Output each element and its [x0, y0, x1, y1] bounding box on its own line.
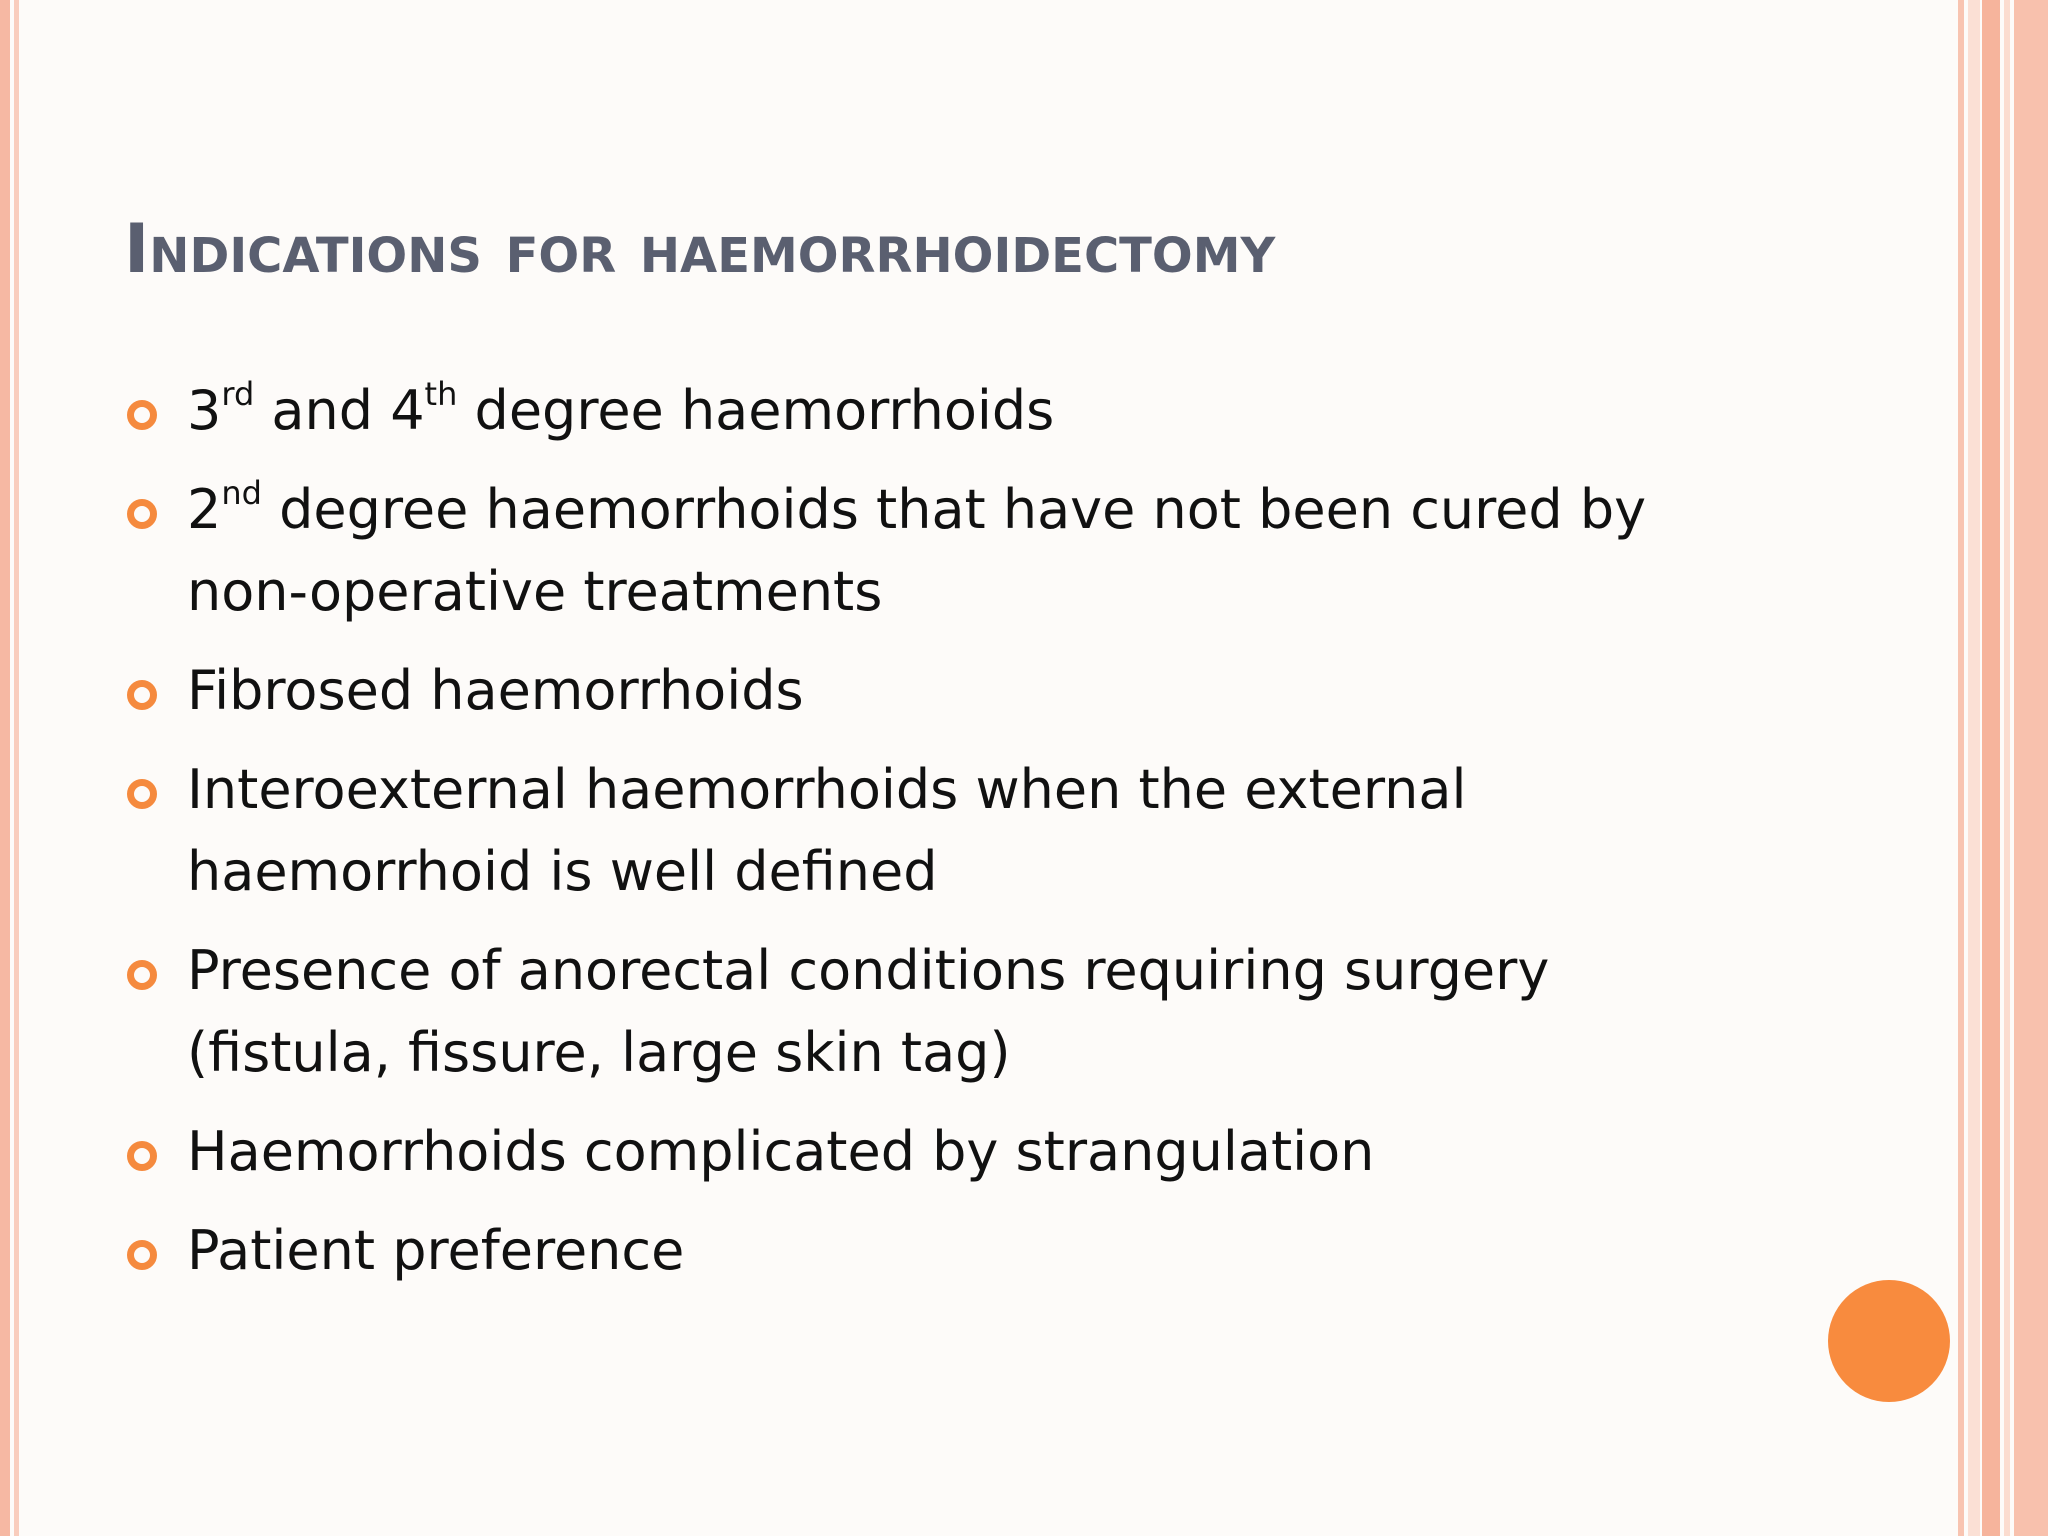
bullet-text-part: 3: [187, 379, 222, 442]
bullet-text: [187, 758, 1466, 903]
bullet-text: [187, 1120, 1374, 1183]
bullet-item: [124, 749, 1724, 913]
bullet-text-part: and 4: [254, 379, 425, 442]
bullet-text-part: Fibrosed haemorrhoids: [187, 659, 804, 722]
left-border-stripe: [0, 0, 10, 1536]
bullet-text-part: 2: [187, 478, 222, 541]
ordinal-suffix: nd: [221, 474, 262, 512]
right-border-stripe: [1958, 0, 1964, 1536]
ordinal-suffix: rd: [221, 375, 255, 413]
bullet-item: [124, 930, 1724, 1094]
bullet-text-part: Patient preference: [187, 1219, 685, 1282]
ring-bullet-icon: [127, 499, 157, 529]
bullet-text: [187, 375, 1055, 442]
ring-bullet-icon: [127, 1141, 157, 1171]
bullet-item: [124, 1111, 1724, 1193]
bullet-text: [187, 659, 804, 722]
right-border-stripe: [2014, 0, 2048, 1536]
ordinal-suffix: th: [424, 375, 458, 413]
bullet-list: [124, 370, 1724, 1309]
orange-circle-decoration: [1828, 1280, 1950, 1402]
ring-bullet-icon: [127, 960, 157, 990]
bullet-text-part: degree haemorrhoids that have not been cured by non-operative treatments: [187, 478, 1647, 623]
ring-bullet-icon: [127, 400, 157, 430]
slide-title: Indications for haemorrhoidectomy: [124, 210, 1276, 289]
bullet-text-part: degree haemorrhoids: [457, 379, 1055, 442]
bullet-text-part: Interoexternal haemorrhoids when the external haemorrhoid is well defined: [187, 758, 1467, 903]
right-border-stripe: [2004, 0, 2010, 1536]
bullet-text: [187, 1219, 684, 1282]
ring-bullet-icon: [127, 1240, 157, 1270]
ring-bullet-icon: [127, 779, 157, 809]
bullet-item: [124, 650, 1724, 732]
bullet-text: [187, 474, 1647, 623]
right-border-stripe: [1982, 0, 2000, 1536]
bullet-text-part: Haemorrhoids complicated by strangulation: [187, 1120, 1375, 1183]
bullet-text-part: Presence of anorectal conditions requiring surgery (fistula, fissure, large skin tag): [187, 939, 1550, 1084]
ring-bullet-icon: [127, 680, 157, 710]
right-border-stripe: [1968, 0, 1980, 1536]
bullet-item: [124, 469, 1724, 633]
left-border-stripe-inner: [14, 0, 19, 1536]
bullet-item: [124, 1210, 1724, 1292]
bullet-item: [124, 370, 1724, 452]
bullet-text: [187, 939, 1549, 1084]
